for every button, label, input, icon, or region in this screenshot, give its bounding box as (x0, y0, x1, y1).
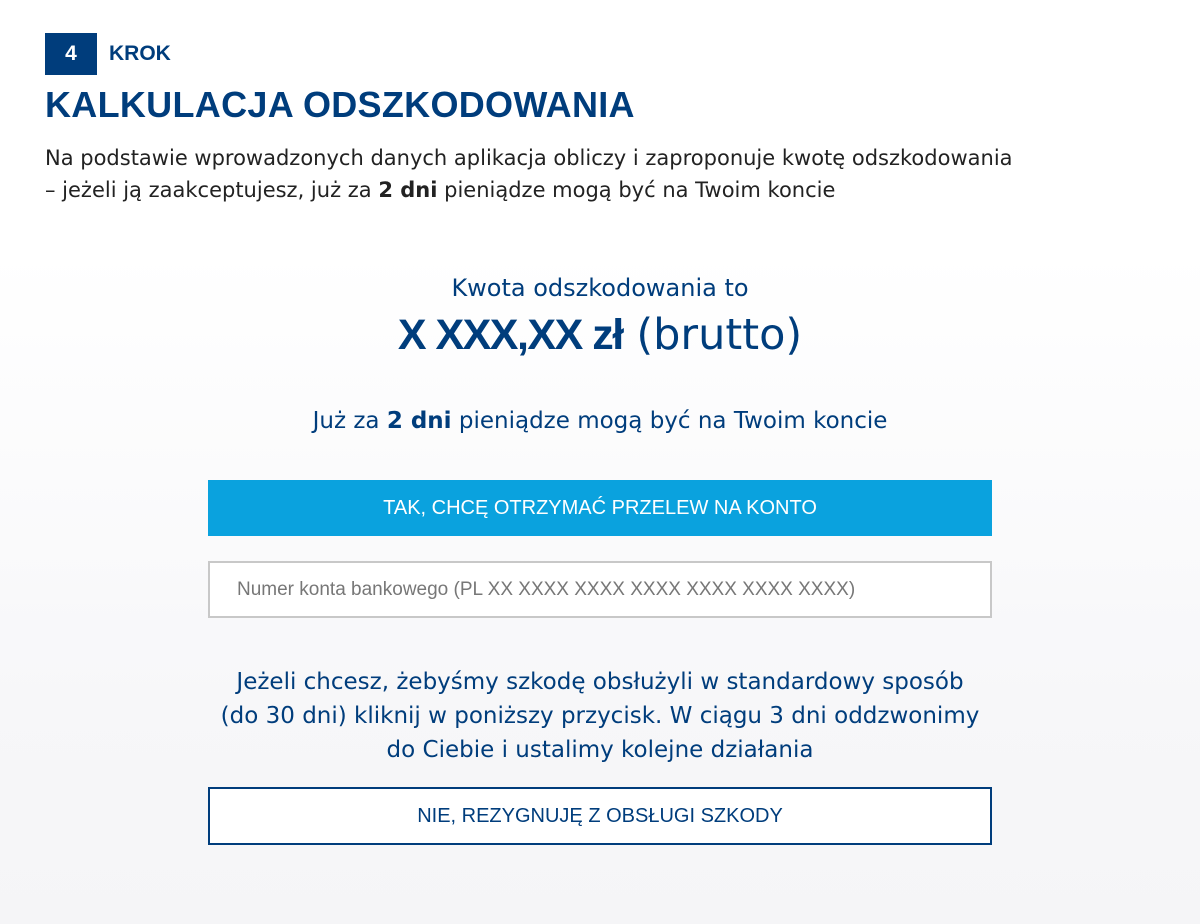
standard-handling-note (0, 665, 1200, 767)
accept-transfer-button[interactable]: TAK, CHCĘ OTRZYMAĆ PRZELEW NA KONTO (208, 480, 992, 536)
intro-line-2 (45, 174, 1155, 206)
fast-note-days: 2 dni (386, 408, 452, 434)
intro-line-2-start: – jeżeli ją zaakceptujesz, już za (45, 178, 379, 202)
fast-note-start: Już za (312, 408, 387, 434)
intro-text (45, 142, 1155, 206)
step-badge (45, 33, 171, 75)
compensation-suffix: (brutto) (636, 310, 803, 360)
standard-note-line-3: do Ciebie i ustalimy kolejne działania (386, 737, 814, 763)
page-title: KALKULACJA ODSZKODOWANIA (45, 84, 635, 125)
fast-payout-note (0, 408, 1200, 434)
standard-note-line-2: (do 30 dni) kliknij w poniższy przycisk. W ciągu 3 dni oddzwonimy (220, 703, 980, 729)
bank-account-input[interactable] (208, 561, 992, 618)
intro-line-1: Na podstawie wprowadzonych danych aplikacja obliczy i zaproponuje kwotę odszkodowania (45, 146, 1013, 170)
step-number: 4 (45, 33, 97, 75)
intro-days-highlight: 2 dni (378, 178, 438, 202)
step-label: KROK (109, 42, 171, 65)
standard-note-line-1: Jeżeli chcesz, żebyśmy szkodę obsłużyli w standardowy sposób (236, 669, 964, 695)
compensation-value: X XXX,XX zł (397, 311, 623, 359)
fast-note-end: pieniądze mogą być na Twoim koncie (451, 408, 888, 434)
decline-claim-button[interactable]: NIE, REZYGNUJĘ Z OBSŁUGI SZKODY (208, 787, 992, 845)
compensation-label: Kwota odszkodowania to (451, 274, 749, 302)
compensation-amount (0, 310, 1200, 360)
intro-line-2-end: pieniądze mogą być na Twoim koncie (437, 178, 836, 202)
